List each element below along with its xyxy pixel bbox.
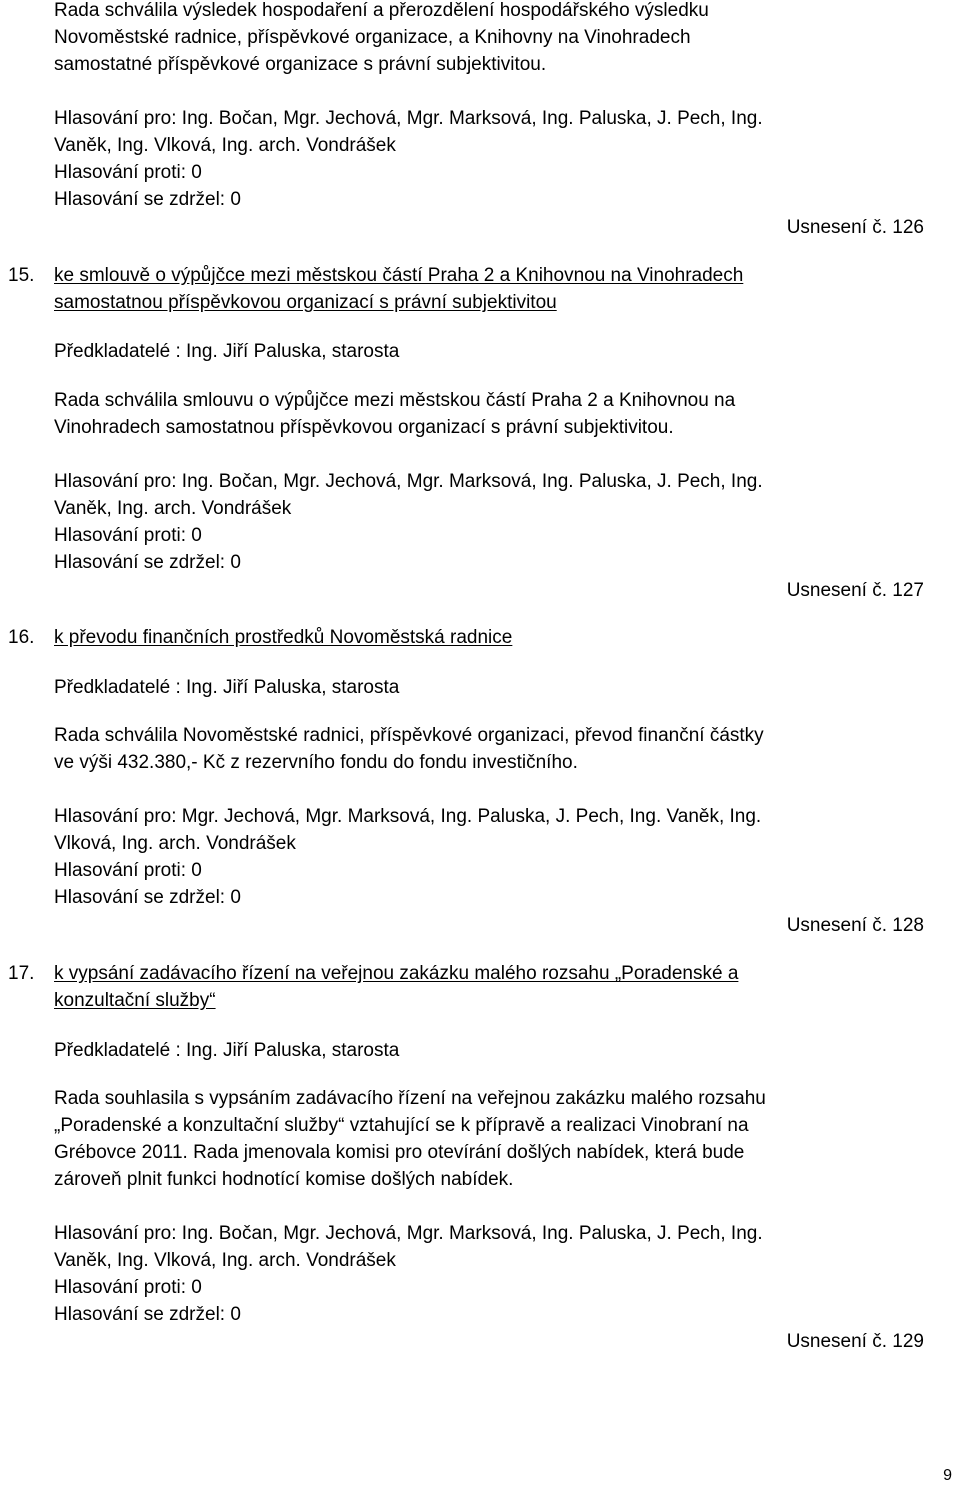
presenter: Předkladatelé : Ing. Jiří Paluska, starosta: [54, 341, 400, 362]
intro-text-line: Novoměstské radnice, příspěvkové organizace, a Knihovny na Vinohradech: [54, 27, 691, 48]
resolution-number: Usnesení č. 126: [786, 217, 924, 238]
vote-for: Hlasování pro: Ing. Bočan, Mgr. Jechová, Mgr. Marksová, Ing. Paluska, J. Pech, Ing.: [54, 1223, 763, 1244]
decision-text: „Poradenské a konzultační služby“ vztahující se k přípravě a realizaci Vinobraní na: [54, 1115, 749, 1136]
vote-abstain: Hlasování se zdržel: 0: [54, 887, 241, 908]
item-number: 16.: [8, 627, 35, 648]
vote-for: Vaněk, Ing. Vlková, Ing. arch. Vondrášek: [54, 1250, 396, 1271]
item-number: 17.: [8, 963, 35, 984]
vote-for: Vaněk, Ing. arch. Vondrášek: [54, 498, 292, 519]
vote-for: Hlasování pro: Ing. Bočan, Mgr. Jechová, Mgr. Marksová, Ing. Paluska, J. Pech, Ing.: [54, 108, 763, 129]
decision-text: Grébovce 2011. Rada jmenovala komisi pro otevírání došlých nabídek, která bude: [54, 1142, 745, 1163]
vote-abstain: Hlasování se zdržel: 0: [54, 189, 241, 210]
vote-abstain: Hlasování se zdržel: 0: [54, 552, 241, 573]
item-title: k vypsání zadávacího řízení na veřejnou zakázku malého rozsahu „Poradenské a: [54, 963, 739, 984]
resolution-number: Usnesení č. 127: [786, 580, 924, 601]
vote-for: Hlasování pro: Mgr. Jechová, Mgr. Marksová, Ing. Paluska, J. Pech, Ing. Vaněk, Ing.: [54, 806, 762, 827]
item-title: ke smlouvě o výpůjčce mezi městskou částí Praha 2 a Knihovnou na Vinohradech: [54, 265, 744, 286]
resolution-number: Usnesení č. 128: [786, 915, 924, 936]
decision-text: Rada souhlasila s vypsáním zadávacího řízení na veřejnou zakázku malého rozsahu: [54, 1088, 766, 1109]
vote-for: Vlková, Ing. arch. Vondrášek: [54, 833, 296, 854]
vote-against: Hlasování proti: 0: [54, 860, 202, 881]
item-title: samostatnou příspěvkovou organizací s právní subjektivitou: [54, 292, 557, 313]
vote-for: Hlasování pro: Ing. Bočan, Mgr. Jechová, Mgr. Marksová, Ing. Paluska, J. Pech, Ing.: [54, 471, 763, 492]
decision-text: zároveň plnit funkci hodnotící komise došlých nabídek.: [54, 1169, 514, 1190]
presenter: Předkladatelé : Ing. Jiří Paluska, starosta: [54, 677, 400, 698]
resolution-number: Usnesení č. 129: [786, 1331, 924, 1352]
item-title: k převodu finančních prostředků Novoměstská radnice: [54, 627, 513, 648]
intro-text-line: Rada schválila výsledek hospodaření a přerozdělení hospodářského výsledku: [54, 0, 709, 21]
vote-for: Vaněk, Ing. Vlková, Ing. arch. Vondrášek: [54, 135, 396, 156]
vote-abstain: Hlasování se zdržel: 0: [54, 1304, 241, 1325]
decision-text: Rada schválila smlouvu o výpůjčce mezi městskou částí Praha 2 a Knihovnou na: [54, 390, 736, 411]
vote-against: Hlasování proti: 0: [54, 162, 202, 183]
intro-text-line: samostatné příspěvkové organizace s právní subjektivitou.: [54, 54, 547, 75]
item-number: 15.: [8, 265, 35, 286]
page-number: 9: [943, 1467, 952, 1484]
presenter: Předkladatelé : Ing. Jiří Paluska, starosta: [54, 1040, 400, 1061]
vote-against: Hlasování proti: 0: [54, 525, 202, 546]
decision-text: ve výši 432.380,- Kč z rezervního fondu do fondu investičního.: [54, 752, 578, 773]
item-title: konzultační služby“: [54, 990, 216, 1011]
decision-text: Rada schválila Novoměstské radnici, příspěvkové organizaci, převod finanční částky: [54, 725, 764, 746]
vote-against: Hlasování proti: 0: [54, 1277, 202, 1298]
decision-text: Vinohradech samostatnou příspěvkovou organizací s právní subjektivitou.: [54, 417, 674, 438]
